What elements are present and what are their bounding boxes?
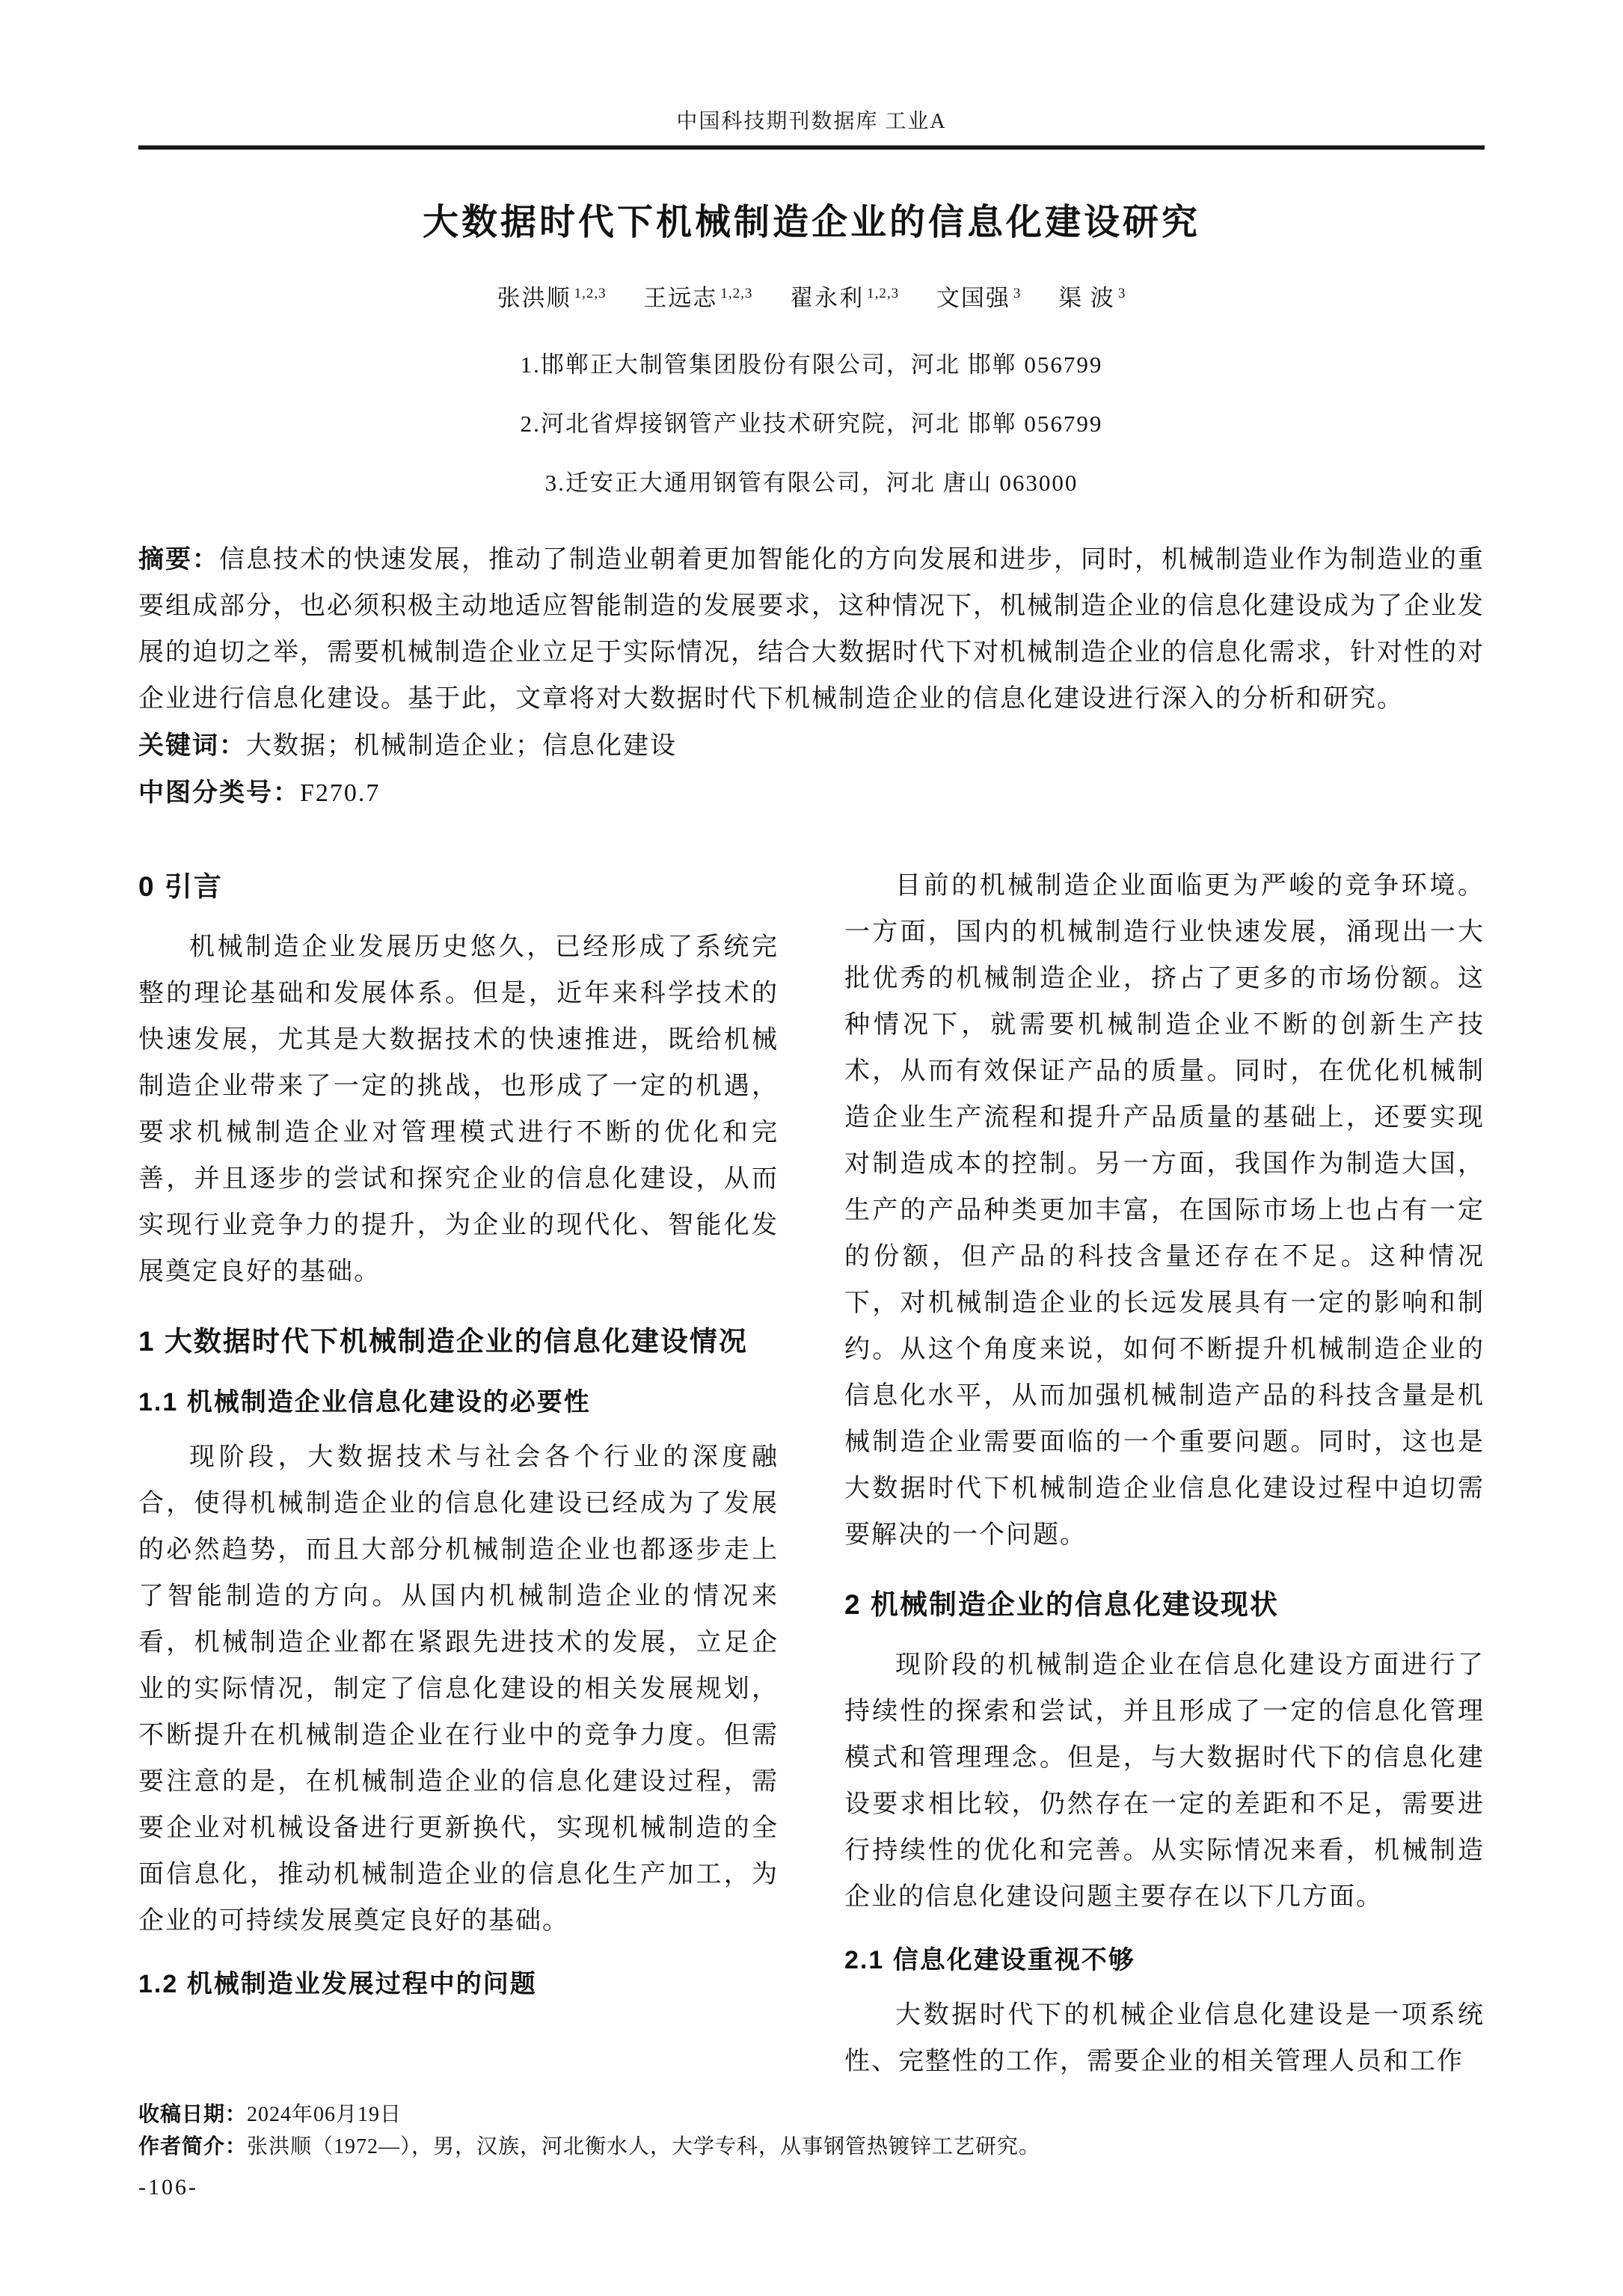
paper-title: 大数据时代下机械制造企业的信息化建设研究	[422, 203, 1200, 242]
received-date-value: 2024年06月19日	[247, 2103, 402, 2126]
section-1-2-paragraph: 目前的机械制造企业面临更为严峻的竞争环境。一方面，国内的机械制造行业快速发展，涌现出一大批优秀的机械制造企业，挤占了更多的市场份额。这种情况下，就需要机械制造企业不断的创新生产技术，从而有效保证产品的质量。同时，在优化机械制造企业生产流程和提升产品质量的基础上，还要实现对制造成本的控制。另一方面，我国作为制造大国，生产的产品种类更加丰富，在国际市场上也占有一定的份额，但产品的科技含量还存在不足。这种情况下，对机械制造企业的长远发展具有一定的影响和制约。从这个角度来说，如何不断提升机械制造企业的信息化水平，从而加强机械制造产品的科技含量是机械制造企业需要面临的一个重要问题。同时，这也是大数据时代下机械制造企业信息化建设过程中迫切需要解决的一个问题。	[844, 872, 1485, 1549]
section-1-1-heading: 1.1 机械制造企业信息化建设的必要性	[138, 1388, 591, 1416]
section-1-2-heading: 1.2 机械制造业发展过程中的问题	[138, 1970, 537, 1998]
author	[643, 285, 752, 311]
keywords-line	[138, 722, 1485, 770]
author-bio-label: 作者简介：	[138, 2134, 248, 2158]
page-number: -106-	[138, 2175, 198, 2200]
keywords-text: 大数据；机械制造企业；信息化建设	[246, 732, 677, 760]
author-name: 张洪顺	[497, 285, 571, 311]
clc-value: F270.7	[300, 779, 381, 807]
author-name: 文国强	[936, 285, 1010, 311]
section-2-heading: 2 机械制造企业的信息化建设现状	[844, 1589, 1279, 1620]
received-date-line	[138, 2099, 1485, 2131]
abstract	[138, 536, 1485, 722]
author-name: 王远志	[643, 285, 718, 311]
keywords-label: 关键词：	[138, 731, 246, 760]
section-0-paragraph: 机械制造企业发展历史悠久，已经形成了系统完整的理论基础和发展体系。但是，近年来科学技术的快速发展，尤其是大数据技术的快速推进，既给机械制造企业带来了一定的挑战，也形成了一定的机遇，要求机械制造企业对管理模式进行不断的优化和完善，并且逐步的尝试和探究企业的信息化建设，从而实现行业竞争力的提升，为企业的现代化、智能化发展奠定良好的基础。	[138, 933, 779, 1286]
author	[1058, 285, 1126, 311]
section-1-heading: 1 大数据时代下机械制造企业的信息化建设情况	[138, 1326, 748, 1357]
received-date-label: 收稿日期：	[138, 2102, 248, 2125]
affiliation: 2.河北省焊接钢管产业技术研究院，河北 邯郸 056799	[520, 411, 1103, 437]
author-superscript: 3	[1013, 285, 1022, 301]
body-columns	[138, 863, 1485, 2085]
author-name: 渠 波	[1058, 285, 1115, 311]
author-name: 翟永利	[790, 285, 865, 311]
journal-header: 中国科技期刊数据库 工业A	[676, 110, 947, 133]
abstract-text: 信息技术的快速发展，推动了制造业朝着更加智能化的方向发展和进步，同时，机械制造业作为制造业的重要组成部分，也必须积极主动地适应智能制造的发展要求，这种情况下，机械制造企业的信息化建设成为了企业发展的迫切之举，需要机械制造企业立足于实际情况，结合大数据时代下对机械制造企业的信息化需求，针对性的对企业进行信息化建设。基于此，文章将对大数据时代下机械制造企业的信息化建设进行深入的分析和研究。	[138, 546, 1485, 713]
section-2-paragraph: 现阶段的机械制造企业在信息化建设方面进行了持续性的探索和尝试，并且形成了一定的信息化管理模式和管理理念。但是，与大数据时代下的信息化建设要求相比较，仍然存在一定的差距和不足，需要进行持续性的优化和完善。从实际情况来看，机械制造企业的信息化建设问题主要存在以下几方面。	[844, 1651, 1485, 1911]
author-superscript: 3	[1117, 285, 1126, 301]
clc-label: 中图分类号：	[138, 779, 300, 807]
authors-line	[138, 279, 1485, 313]
header-rule	[138, 145, 1485, 150]
author-superscript: 1,2,3	[720, 285, 753, 301]
section-0-heading: 0 引言	[138, 871, 223, 902]
left-column	[138, 863, 779, 2085]
right-column	[844, 863, 1485, 2085]
author	[790, 285, 899, 311]
section-1-1-paragraph: 现阶段，大数据技术与社会各个行业的深度融合，使得机械制造企业的信息化建设已经成为了发展的必然趋势，而且大部分机械制造企业也都逐步走上了智能制造的方向。从国内机械制造企业的情况来看，机械制造企业都在紧跟先进技术的发展，立足企业的实际情况，制定了信息化建设的相关发展规划，不断提升在机械制造企业在行业中的竞争力度。但需要注意的是，在机械制造企业的信息化建设过程，需要企业对机械设备进行更新换代，实现机械制造的全面信息化，推动机械制造企业的信息化生产加工，为企业的可持续发展奠定良好的基础。	[138, 1443, 779, 1935]
author-bio-value: 张洪顺（1972—），男，汉族，河北衡水人，大学专科，从事钢管热镀锌工艺研究。	[247, 2135, 1041, 2158]
author-superscript: 1,2,3	[574, 285, 607, 301]
author-bio-line	[138, 2131, 1485, 2163]
author	[936, 285, 1022, 311]
author-superscript: 1,2,3	[867, 285, 900, 301]
footnotes	[138, 2099, 1485, 2163]
author	[497, 285, 607, 311]
section-2-1-paragraph: 大数据时代下的机械企业信息化建设是一项系统性、完整性的工作，需要企业的相关管理人员和工作	[844, 2001, 1485, 2075]
abstract-label: 摘要：	[138, 545, 219, 574]
affiliation: 1.邯郸正大制管集团股份有限公司，河北 邯郸 056799	[520, 352, 1103, 378]
affiliation: 3.迁安正大通用钢管有限公司，河北 唐山 063000	[544, 470, 1079, 496]
clc-line	[138, 770, 1485, 817]
section-2-1-heading: 2.1 信息化建设重视不够	[844, 1946, 1135, 1974]
